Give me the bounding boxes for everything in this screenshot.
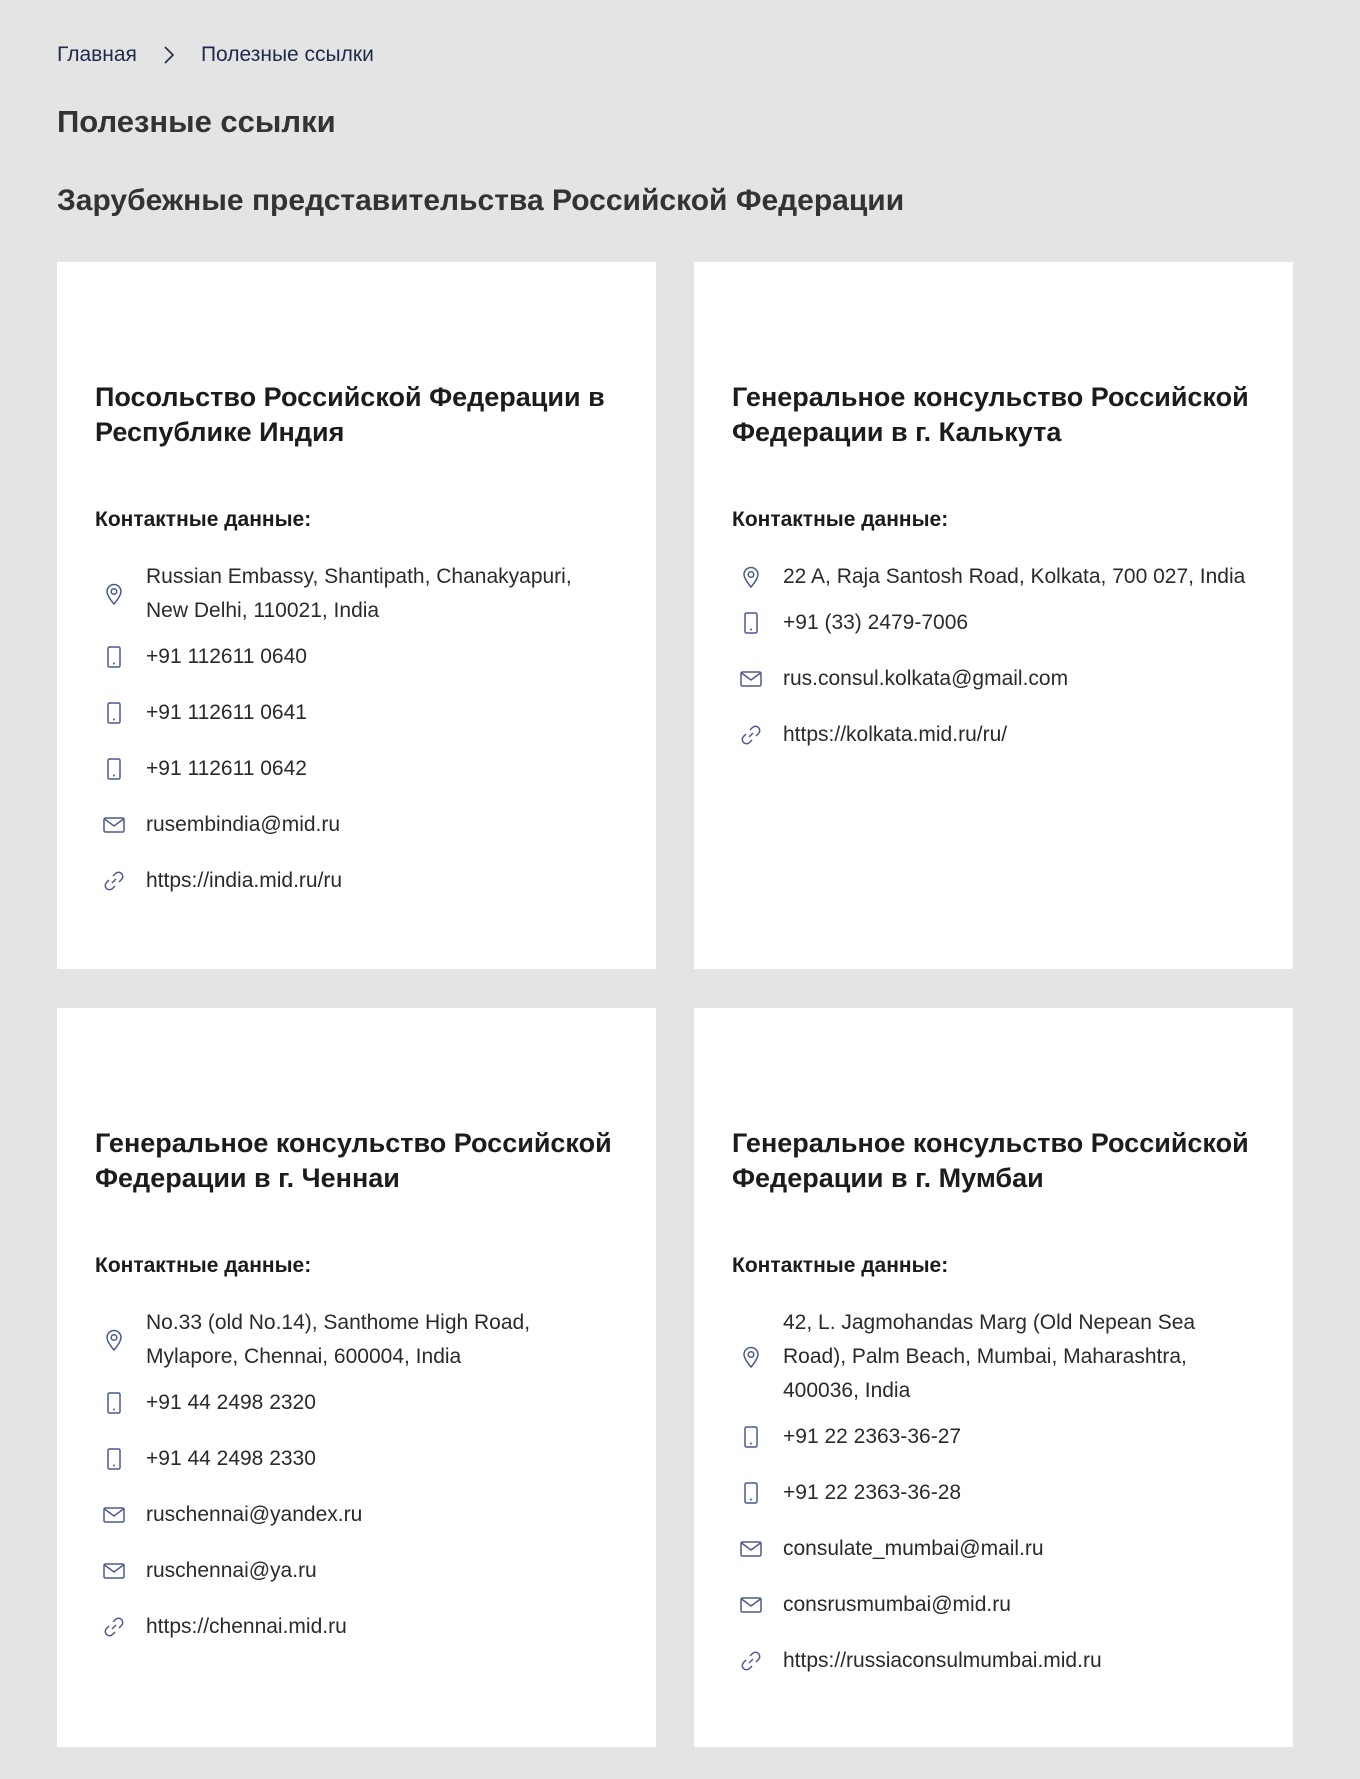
card-title: Генеральное консульство Российской Федерации в г. Мумбаи xyxy=(732,1128,1249,1193)
website-item xyxy=(732,1644,1255,1678)
breadcrumb-current: Полезные ссылки xyxy=(200,43,374,66)
page-title: Полезные ссылки xyxy=(57,104,336,139)
phone-item xyxy=(95,1386,618,1420)
website-item xyxy=(732,718,1255,752)
envelope-icon xyxy=(102,1559,126,1583)
contact-label: Контактные данные: xyxy=(95,1254,312,1277)
website-link[interactable]: https://chennai.mid.ru xyxy=(146,1615,347,1638)
email-item xyxy=(732,1532,1255,1566)
address-text: 42, L. Jagmohandas Marg (Old Nepean Sea Road), Palm Beach, Mumbai, Maharashtra, 400036, India xyxy=(783,1311,1196,1402)
website-item xyxy=(95,1610,618,1644)
email-link[interactable]: rusembindia@mid.ru xyxy=(146,813,341,836)
email-item xyxy=(95,1554,618,1588)
address-text: No.33 (old No.14), Santhome High Road, Mylapore, Chennai, 600004, India xyxy=(146,1311,531,1368)
email-link[interactable]: ruschennai@ya.ru xyxy=(146,1559,317,1582)
website-link[interactable]: https://kolkata.mid.ru/ru/ xyxy=(783,723,1008,746)
card-title: Генеральное консульство Российской Федерации в г. Калькута xyxy=(732,382,1249,447)
email-item xyxy=(95,808,618,842)
phone-link[interactable]: +91 44 2498 2330 xyxy=(146,1447,316,1470)
address-item xyxy=(95,1306,618,1374)
envelope-icon xyxy=(739,667,763,691)
email-item xyxy=(95,1498,618,1532)
link-icon xyxy=(739,1649,763,1673)
envelope-icon xyxy=(739,1593,763,1617)
envelope-icon xyxy=(102,1503,126,1527)
email-item xyxy=(732,1588,1255,1622)
phone-item xyxy=(732,1420,1255,1454)
address-text: 22 A, Raja Santosh Road, Kolkata, 700 027, India xyxy=(783,565,1246,588)
phone-item xyxy=(95,640,618,674)
link-icon xyxy=(102,869,126,893)
card-consulate-chennai xyxy=(57,1008,656,1747)
phone-item xyxy=(95,1442,618,1476)
phone-link[interactable]: +91 112611 0641 xyxy=(146,701,307,724)
card-title: Генеральное консульство Российской Федерации в г. Ченнаи xyxy=(95,1128,612,1193)
phone-icon xyxy=(102,701,126,725)
location-pin-icon xyxy=(739,1345,763,1369)
phone-item xyxy=(732,606,1255,640)
phone-link[interactable]: +91 44 2498 2320 xyxy=(146,1391,316,1414)
website-link[interactable]: https://india.mid.ru/ru xyxy=(146,869,343,892)
breadcrumb-home-link[interactable]: Главная xyxy=(57,43,137,66)
email-link[interactable]: consrusmumbai@mid.ru xyxy=(783,1593,1011,1616)
address-item xyxy=(732,560,1255,594)
contact-label: Контактные данные: xyxy=(95,508,312,531)
phone-icon xyxy=(102,1391,126,1415)
phone-link[interactable]: +91 22 2363-36-27 xyxy=(783,1425,962,1448)
card-consulate-kolkata xyxy=(694,262,1293,969)
email-link[interactable]: ruschennai@yandex.ru xyxy=(146,1503,363,1526)
email-item xyxy=(732,662,1255,696)
contact-list xyxy=(732,1306,1255,1678)
website-link[interactable]: https://russiaconsulmumbai.mid.ru xyxy=(783,1649,1102,1672)
card-consulate-mumbai xyxy=(694,1008,1293,1747)
phone-icon xyxy=(102,757,126,781)
envelope-icon xyxy=(739,1537,763,1561)
contact-label: Контактные данные: xyxy=(732,1254,949,1277)
phone-link[interactable]: +91 112611 0640 xyxy=(146,645,307,668)
location-pin-icon xyxy=(739,565,763,589)
phone-icon xyxy=(102,1447,126,1471)
phone-icon xyxy=(739,1481,763,1505)
phone-item xyxy=(95,752,618,786)
link-icon xyxy=(739,723,763,747)
contact-list xyxy=(95,1306,618,1644)
address-item xyxy=(732,1306,1255,1408)
phone-item xyxy=(732,1476,1255,1510)
link-icon xyxy=(102,1615,126,1639)
section-title: Зарубежные представительства Российской Федерации xyxy=(57,184,905,217)
chevron-right-icon xyxy=(137,45,201,65)
email-link[interactable]: consulate_mumbai@mail.ru xyxy=(783,1537,1044,1560)
phone-link[interactable]: +91 112611 0642 xyxy=(146,757,307,780)
envelope-icon xyxy=(102,813,126,837)
contact-list xyxy=(732,560,1255,752)
phone-item xyxy=(95,696,618,730)
location-pin-icon xyxy=(102,1328,126,1352)
address-item xyxy=(95,560,618,628)
phone-icon xyxy=(739,1425,763,1449)
contact-list xyxy=(95,560,618,898)
card-title: Посольство Российской Федерации в Республике Индия xyxy=(95,382,605,447)
phone-link[interactable]: +91 (33) 2479-7006 xyxy=(783,611,969,634)
website-item xyxy=(95,864,618,898)
address-text: Russian Embassy, Shantipath, Chanakyapuri, New Delhi, 110021, India xyxy=(146,565,572,622)
card-embassy-india xyxy=(57,262,656,969)
email-link[interactable]: rus.consul.kolkata@gmail.com xyxy=(783,667,1069,690)
breadcrumb xyxy=(57,43,374,67)
contact-label: Контактные данные: xyxy=(732,508,949,531)
phone-icon xyxy=(739,611,763,635)
phone-link[interactable]: +91 22 2363-36-28 xyxy=(783,1481,962,1504)
location-pin-icon xyxy=(102,582,126,606)
phone-icon xyxy=(102,645,126,669)
